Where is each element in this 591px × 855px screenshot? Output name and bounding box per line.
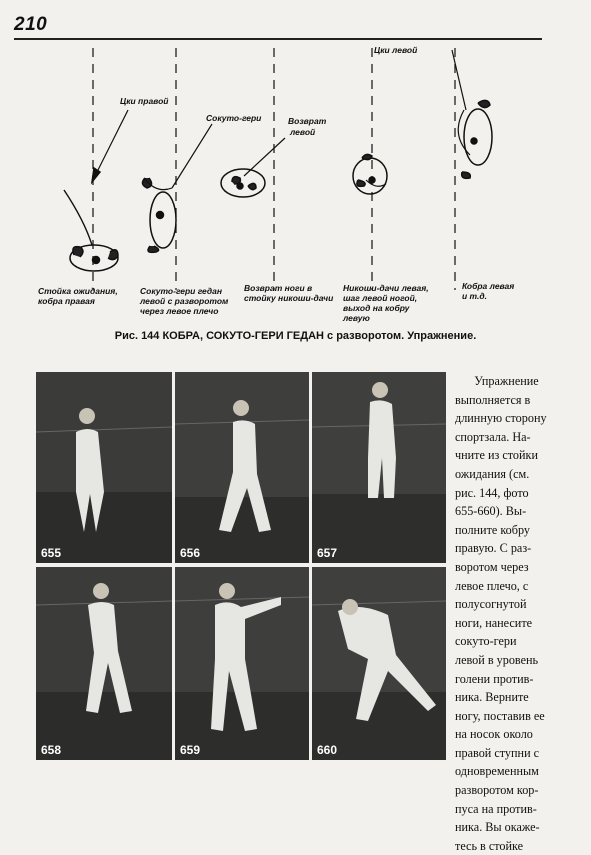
footprint-stance-5 [452,50,492,178]
footprint-stance-3 [221,138,285,197]
figure-caption: Рис. 144 КОБРА, СОКУТО-ГЕРИ ГЕДАН с разворотом. Упражнение. [114,330,477,342]
text-line: чните из стойки [455,448,538,463]
photo-number: 656 [180,546,201,560]
text-line: ника. Верните [455,690,529,705]
text-line: Упражнение [474,374,539,388]
photo-660 [312,567,446,760]
body-text [455,372,558,855]
photo-656 [175,372,309,563]
text-line: тесь в стойке [455,838,524,853]
text-line: выполняется в [455,392,531,407]
stance-label-3: Возврат ноги в стойку никоши-дачи [244,283,334,303]
figure-photo [175,372,309,563]
photo-655 [36,372,172,563]
text-line: ника. Вы окаже- [455,820,540,835]
photo-659 [175,567,309,760]
footprint-stance-2 [142,124,212,252]
arrow-label-kick-right: Цки правой [120,96,169,106]
stance-label-2: Сокуто-гери гедан левой с разворотом через левое плечо [140,286,229,316]
text-line: сокуто-гери [455,634,517,649]
text-line: полните кобру [455,522,530,537]
figure-photo [175,567,309,760]
text-line: воротом через [455,559,529,574]
stance-label-4: Никоши-дачи левая, шаг левой ногой, выход на кобру левую [343,283,429,323]
guide-lines [93,48,455,290]
text-line: длинную сторону [455,411,547,426]
arrow-label-return-1: Возврат [288,116,327,126]
stance-label-1: Стойка ожидания, кобра правая [38,286,118,306]
footprint-stance-1 [64,110,128,271]
figure-photo [36,372,172,563]
text-line: правой ступни с [455,745,540,760]
photo-number: 657 [317,546,338,560]
footprint-stance-4 [353,154,387,194]
stance-label-5: Кобра левая и т.д. [462,281,515,301]
text-line: ногу, поставив ее [455,708,545,723]
text-line: пуса на против- [455,801,537,816]
stance-diagram [0,0,591,320]
text-line: спортзала. На- [455,429,531,444]
text-line: на носок около [455,727,533,742]
text-line: голени против- [455,671,534,686]
photo-657 [312,372,446,563]
photo-658 [36,567,172,760]
figure-photo [36,567,172,760]
text-line: ожидания (см. [455,466,530,481]
text-line: 655-660). Вы- [455,504,527,519]
text-line: разворотом кор- [455,783,539,798]
photo-number: 655 [41,546,62,560]
photo-number: 658 [41,743,62,757]
arrow-label-kick-left: Цки левой [374,45,418,55]
figure-photo [312,567,446,760]
arrow-label-sokuto: Сокуто-гери [206,113,262,123]
text-line: полусогнутой [455,597,527,612]
photo-number: 660 [317,743,338,757]
text-line: одновременным [455,764,539,779]
page-number: 210 [14,14,48,35]
photo-number: 659 [180,743,201,757]
text-line: рис. 144, фото [455,485,529,500]
text-line: правую. С раз- [455,541,532,556]
text-line: левой в уровень [455,652,539,667]
text-line: левое плечо, с [455,578,529,593]
text-line: ноги, нанесите [455,615,533,630]
arrow-label-return-2: левой [290,127,316,137]
figure-photo [312,372,446,563]
